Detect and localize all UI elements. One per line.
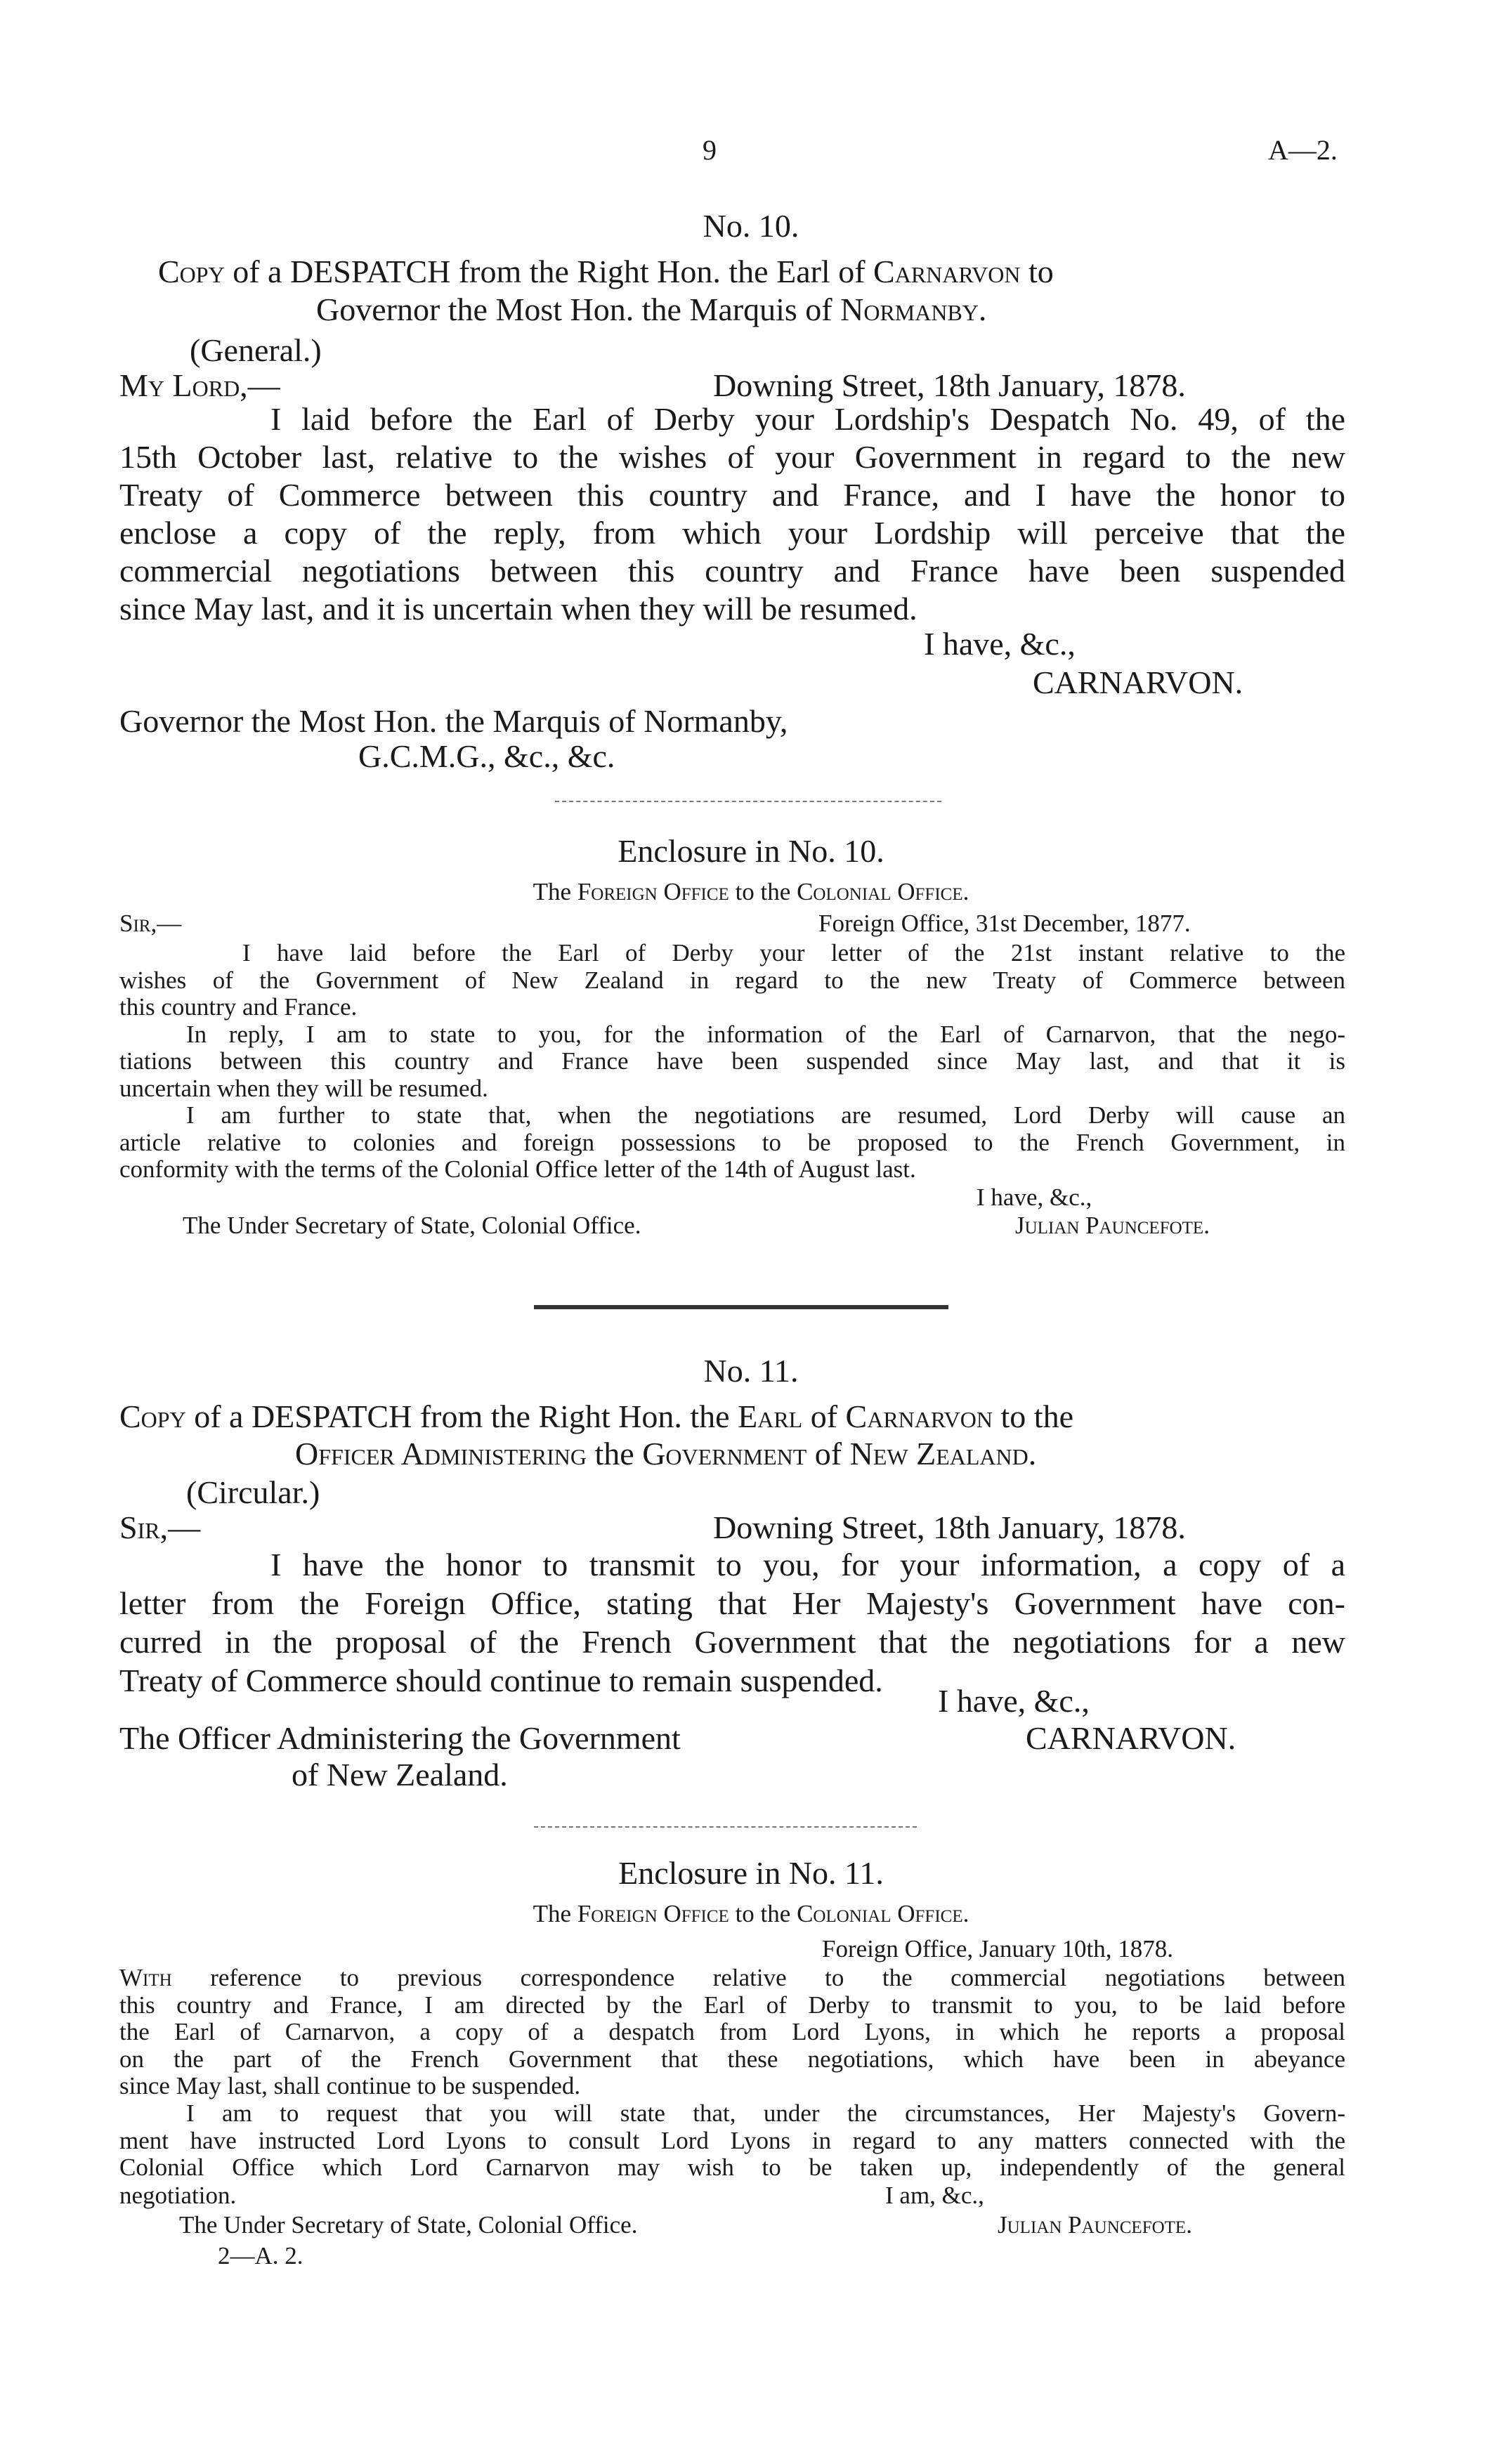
no10-body-line: 15th October last, relative to the wishes of your Government in regard to the new: [119, 439, 1345, 475]
no10-signature: CARNARVON.: [1033, 664, 1243, 700]
enc10-body: [119, 940, 1345, 1184]
enc11-subtitle-foreign: Foreign Office: [577, 1900, 729, 1927]
no11-closing: I have, &c.,: [938, 1683, 1090, 1719]
section-divider: [555, 801, 941, 802]
no11-heading-officer: Officer Administering: [295, 1436, 587, 1472]
enc10-subtitle-the: The: [533, 878, 577, 905]
no10-heading2-text: Governor the Most Hon. the Marquis of: [316, 291, 841, 327]
no11-heading-the: the: [586, 1436, 643, 1472]
enc11-last-line: negotiation.: [119, 2182, 237, 2209]
enc10-body-line: article relative to colonies and foreign possessions to be proposed to the French Government, in: [119, 1128, 1345, 1156]
no11-heading-text: of a DESPATCH from the Right Hon. the: [185, 1398, 738, 1434]
page-code: A—2.: [1268, 134, 1338, 166]
no11-heading-nz: New Zealand.: [849, 1436, 1037, 1472]
enc10-place-date: Foreign Office, 31st December, 1877.: [818, 910, 1191, 937]
no11-salutation: Sir,—: [119, 1509, 201, 1545]
enc11-subtitle: [0, 1900, 1502, 1928]
enc11-body-line-text: reference to previous correspondence relative to the commercial negotiations between: [171, 1964, 1345, 1991]
enc11-body-line: this country and France, I am directed by the Earl of Derby to transmit to you, to be laid before: [119, 1991, 1345, 2019]
enc11-body-with: With: [119, 1964, 172, 1991]
enc11-body-line: Colonial Office which Lord Carnarvon may wish to be taken up, independently of the general: [119, 2154, 1345, 2182]
no10-salutation: My Lord,—: [119, 367, 280, 403]
no11-addressee-line1: The Officer Administering the Government: [119, 1720, 681, 1756]
no10-heading2-normanby: Normanby.: [840, 291, 987, 327]
no10-closing: I have, &c.,: [924, 626, 1076, 662]
enc10-body-line: tiations between this country and France have been suspended since May last, and that it is: [119, 1047, 1345, 1075]
enc10-subtitle-colonial: Colonial Office.: [797, 878, 969, 905]
no11-type: (Circular.): [186, 1474, 320, 1510]
no10-body-line: commercial negotiations between this country and France have been suspended: [119, 553, 1345, 589]
no10-heading-to: to: [1020, 254, 1054, 289]
enc11-subtitle-to: to the: [729, 1900, 797, 1927]
enc11-recipient: The Under Secretary of State, Colonial Office.: [179, 2211, 638, 2239]
enc11-body-line: ment have instructed Lord Lyons to consult Lord Lyons in regard to any matters connected with the: [119, 2126, 1345, 2154]
enc10-recipient: The Under Secretary of State, Colonial Office.: [183, 1212, 641, 1239]
enc11-body: [119, 1965, 1345, 2182]
no11-body: [119, 1545, 1345, 1700]
no11-addressee-line2: of New Zealand.: [292, 1757, 508, 1793]
no11-place-date: Downing Street, 18th January, 1878.: [713, 1509, 1186, 1545]
section-divider-heavy: [534, 1305, 948, 1309]
enc11-body-line: [119, 1965, 1345, 1992]
enc10-body-line: I have laid before the Earl of Derby your letter of the 21st instant relative to the: [242, 939, 1345, 966]
enc10-body-line: I am further to state that, when the negotiations are resumed, Lord Derby will cause an: [186, 1101, 1345, 1129]
enc11-subtitle-the: The: [533, 1900, 577, 1927]
no10-title: No. 10.: [703, 208, 799, 244]
footer-code: 2—A. 2.: [218, 2242, 303, 2269]
no10-heading-carnarvon: Carnarvon: [873, 254, 1021, 289]
enc10-salutation: Sir,—: [119, 910, 182, 937]
no10-type: (General.): [190, 332, 322, 368]
no11-body-line: letter from the Foreign Office, stating that Her Majesty's Government have con-: [119, 1585, 1345, 1621]
no11-body-line: curred in the proposal of the French Government that the negotiations for a new: [119, 1624, 1345, 1660]
no11-heading-carnarvon: Carnarvon: [845, 1398, 993, 1434]
enc11-signature: Julian Pauncefote.: [998, 2211, 1192, 2239]
enc11-title: Enclosure in No. 11.: [618, 1855, 884, 1891]
no11-heading-earl: Earl: [738, 1398, 803, 1434]
no10-body: [119, 400, 1345, 628]
enc11-place-date: Foreign Office, January 10th, 1878.: [822, 1935, 1173, 1962]
no11-body-line: I have the honor to transmit to you, for your information, a copy of a: [270, 1547, 1345, 1582]
enc11-body-line: I am to request that you will state that, under the circumstances, Her Majesty's Govern-: [186, 2099, 1345, 2127]
no10-body-line: since May last, and it is uncertain when they will be resumed.: [119, 591, 917, 627]
no11-heading-government: Government: [642, 1436, 807, 1472]
enc10-title: Enclosure in No. 10.: [618, 833, 884, 869]
enc11-subtitle-colonial: Colonial Office.: [797, 1900, 969, 1927]
enc10-body-line: In reply, I am to state to you, for the information of the Earl of Carnarvon, that the nego-: [186, 1020, 1345, 1048]
no10-body-line: Treaty of Commerce between this country and France, and I have the honor to: [119, 477, 1345, 513]
enc11-closing: I am, &c.,: [885, 2182, 984, 2209]
enc10-body-line: this country and France.: [119, 993, 358, 1021]
no11-heading-of: of: [806, 1436, 850, 1472]
no10-body-line: I laid before the Earl of Derby your Lordship's Despatch No. 49, of the: [270, 401, 1345, 437]
no10-addressee-line1: Governor the Most Hon. the Marquis of Normanby,: [119, 703, 788, 739]
page-number: 9: [703, 134, 717, 166]
no10-heading-text: of a DESPATCH from the Right Hon. the Earl of: [224, 254, 874, 289]
no10-heading-copy: Copy: [158, 254, 225, 289]
no11-heading-to-the: to the: [993, 1398, 1073, 1434]
no10-addressee-line2: G.C.M.G., &c., &c.: [358, 738, 615, 774]
no11-heading-line2: [295, 1435, 1036, 1473]
no10-heading-line2: [316, 291, 986, 329]
no11-heading-of: of: [802, 1398, 846, 1434]
no11-body-line: Treaty of Commerce should continue to remain suspended.: [119, 1663, 883, 1698]
no11-heading-line1: [119, 1398, 1073, 1436]
enc11-body-line: the Earl of Carnarvon, a copy of a despatch from Lord Lyons, in which he reports a proposal: [119, 2018, 1345, 2046]
enc11-body-line: since May last, shall continue to be suspended.: [119, 2072, 581, 2100]
enc10-signature: Julian Pauncefote.: [1015, 1212, 1210, 1239]
enc10-subtitle: [0, 878, 1502, 906]
no11-heading-copy: Copy: [119, 1398, 186, 1434]
no10-place-date: Downing Street, 18th January, 1878.: [713, 367, 1186, 403]
enc10-body-line: uncertain when they will be resumed.: [119, 1074, 488, 1102]
enc10-subtitle-foreign: Foreign Office: [577, 878, 729, 905]
section-divider: [534, 1826, 917, 1828]
enc10-subtitle-to: to the: [729, 878, 797, 905]
enc10-body-line: conformity with the terms of the Colonial Office letter of the 14th of August last.: [119, 1155, 916, 1183]
no11-signature: CARNARVON.: [1026, 1720, 1236, 1756]
no10-heading-line1: [158, 253, 1054, 291]
enc11-body-line: on the part of the French Government that these negotiations, which have been in abeyance: [119, 2045, 1345, 2073]
enc10-body-line: wishes of the Government of New Zealand in regard to the new Treaty of Commerce between: [119, 966, 1345, 994]
enc10-closing: I have, &c.,: [977, 1184, 1092, 1211]
no11-title: No. 11.: [703, 1353, 799, 1389]
no10-body-line: enclose a copy of the reply, from which your Lordship will perceive that the: [119, 515, 1345, 551]
